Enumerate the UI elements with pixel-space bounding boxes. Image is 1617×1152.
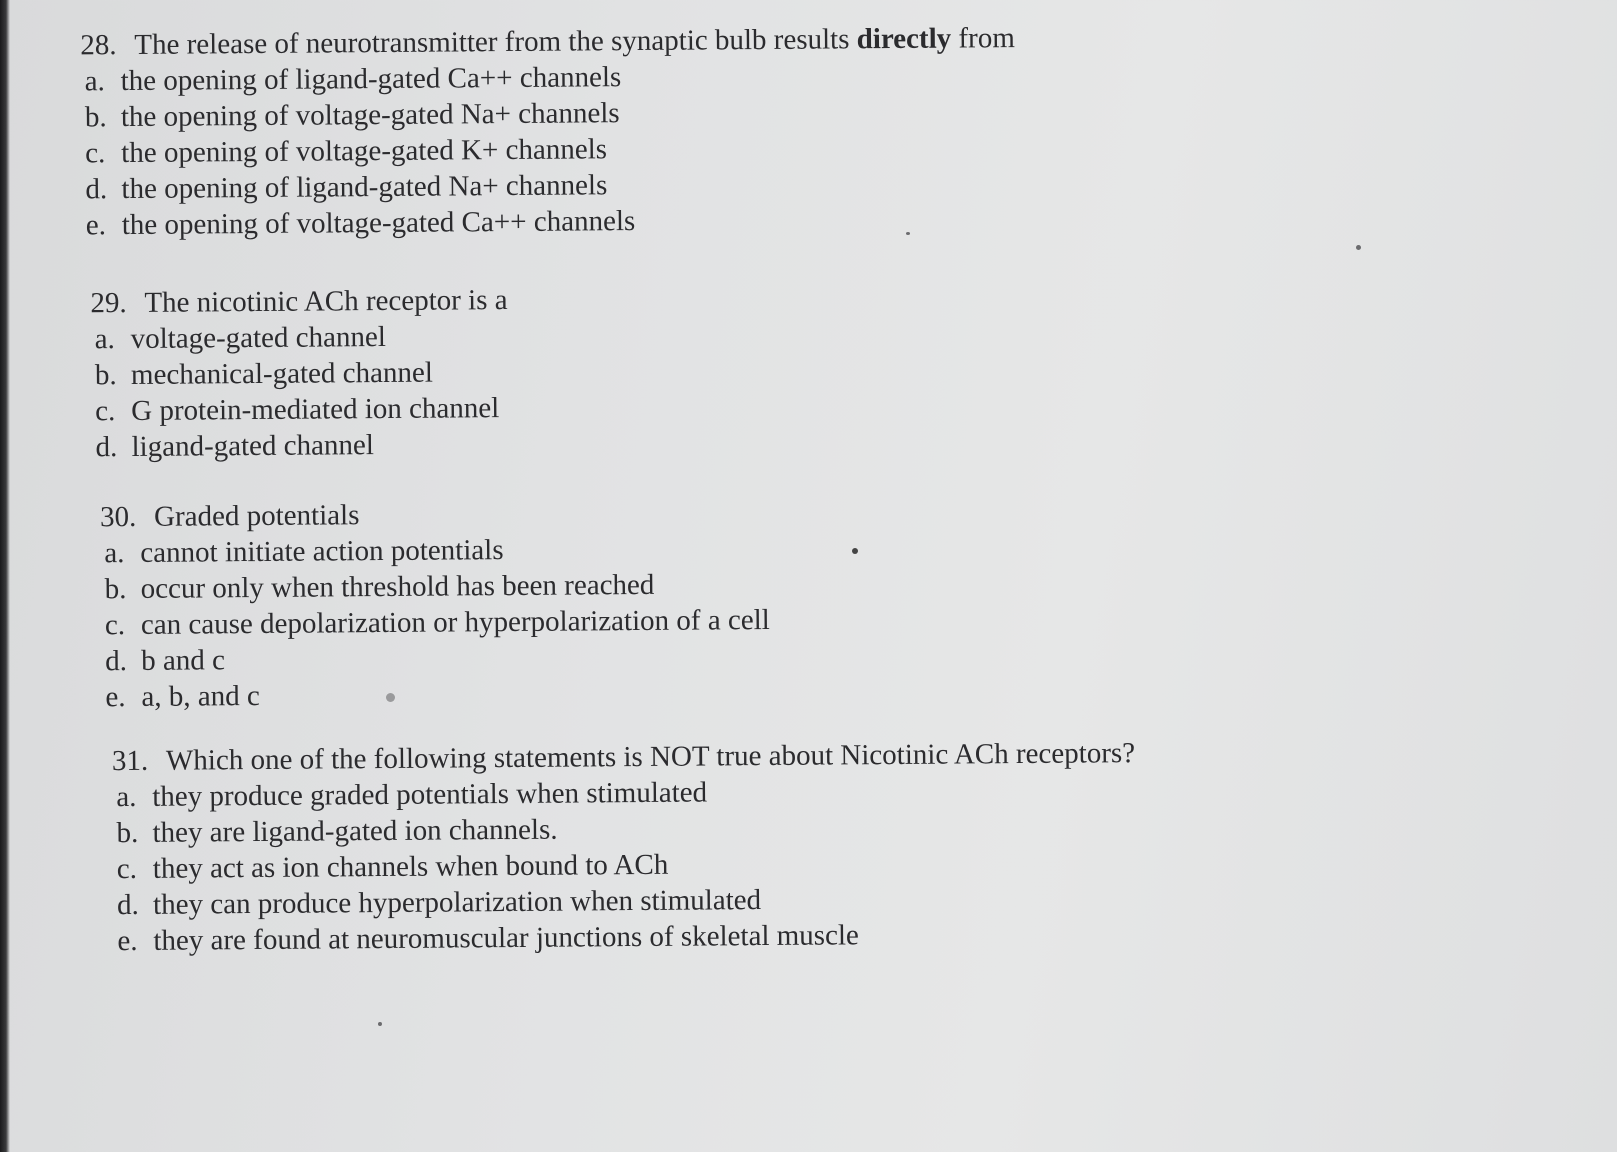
option-text: G protein-mediated ion channel — [131, 392, 500, 427]
paper-speck — [1356, 245, 1361, 250]
paper-speck — [906, 232, 910, 235]
option-text: ligand-gated channel — [131, 429, 375, 463]
option-text: b and c — [141, 644, 226, 677]
option-text: they are ligand-gated ion channels. — [152, 813, 558, 849]
stem-text-end: from — [951, 22, 1015, 55]
option-letter: b. — [104, 573, 127, 606]
option-text: the opening of voltage-gated K+ channels — [121, 133, 608, 170]
answer-option[interactable] — [91, 354, 508, 393]
option-letter: d. — [105, 645, 128, 678]
option-letter: d. — [85, 173, 108, 206]
question-31 — [112, 735, 1137, 959]
option-letter: e. — [85, 209, 107, 242]
question-29 — [90, 282, 509, 465]
answer-option[interactable] — [100, 530, 769, 571]
stem-text: The nicotinic ACh receptor is a — [144, 284, 508, 319]
stem-text: The release of neurotransmitter from the synaptic bulb results — [134, 23, 857, 61]
question-28 — [80, 20, 1016, 243]
question-30 — [100, 494, 771, 715]
question-stem — [90, 282, 507, 321]
question-stem — [100, 494, 769, 535]
option-letter: b. — [94, 359, 117, 392]
option-text: mechanical-gated channel — [130, 356, 433, 391]
option-letter: a. — [94, 323, 115, 356]
option-letter: b. — [116, 816, 139, 850]
question-number: 28. — [80, 29, 117, 62]
option-text: can cause depolarization or hyperpolarization of a cell — [140, 603, 770, 641]
question-number: 29. — [90, 287, 127, 320]
option-text: they produce graded potentials when stimulated — [152, 776, 708, 813]
answer-option[interactable] — [113, 915, 1136, 959]
option-text: the opening of ligand-gated Ca++ channels — [120, 61, 622, 98]
option-letter: e. — [117, 924, 138, 958]
option-text: voltage-gated channel — [130, 320, 387, 355]
option-text: a, b, and c — [141, 679, 260, 713]
answer-option[interactable] — [101, 674, 770, 715]
paper-speck — [852, 548, 858, 554]
option-letter: a. — [84, 65, 105, 98]
stem-text: Graded potentials — [153, 499, 360, 533]
option-text: occur only when threshold has been reached — [140, 568, 655, 605]
question-number: 31. — [111, 744, 149, 778]
option-letter: c. — [104, 609, 126, 642]
paper-speck — [378, 1022, 382, 1026]
stem-text: Which one of the following statements is NOT true about Nicotinic ACh receptors? — [165, 737, 1136, 777]
question-number: 30. — [99, 500, 137, 534]
answer-option[interactable] — [101, 638, 770, 679]
answer-option[interactable] — [91, 390, 508, 429]
question-stem — [80, 20, 1015, 63]
option-text: the opening of voltage-gated Ca++ channels — [121, 205, 636, 242]
option-letter: c. — [116, 852, 138, 886]
option-text: they can produce hyperpolarization when stimulated — [152, 884, 762, 921]
option-text: the opening of ligand-gated Na+ channels — [121, 169, 608, 206]
option-text: the opening of voltage-gated Na+ channels — [120, 97, 620, 134]
option-letter: d. — [116, 888, 139, 922]
option-letter: d. — [95, 431, 118, 464]
answer-option[interactable] — [91, 426, 508, 465]
option-letter: e. — [105, 681, 126, 714]
option-text: they act as ion channels when bound to ACh — [152, 848, 669, 885]
answer-option[interactable] — [82, 200, 1017, 243]
option-letter: b. — [84, 101, 107, 134]
answer-option[interactable] — [100, 566, 769, 607]
option-letter: c. — [85, 137, 106, 170]
stem-emphasis: directly — [856, 22, 952, 56]
answer-option[interactable] — [101, 602, 770, 643]
option-letter: a. — [104, 537, 125, 570]
option-text: cannot initiate action potentials — [140, 534, 504, 569]
option-text: they are found at neuromuscular junctions of skeletal muscle — [153, 919, 859, 957]
answer-option[interactable] — [91, 318, 508, 357]
option-letter: c. — [95, 395, 116, 428]
paper-speck — [386, 693, 395, 702]
option-letter: a. — [116, 780, 137, 814]
